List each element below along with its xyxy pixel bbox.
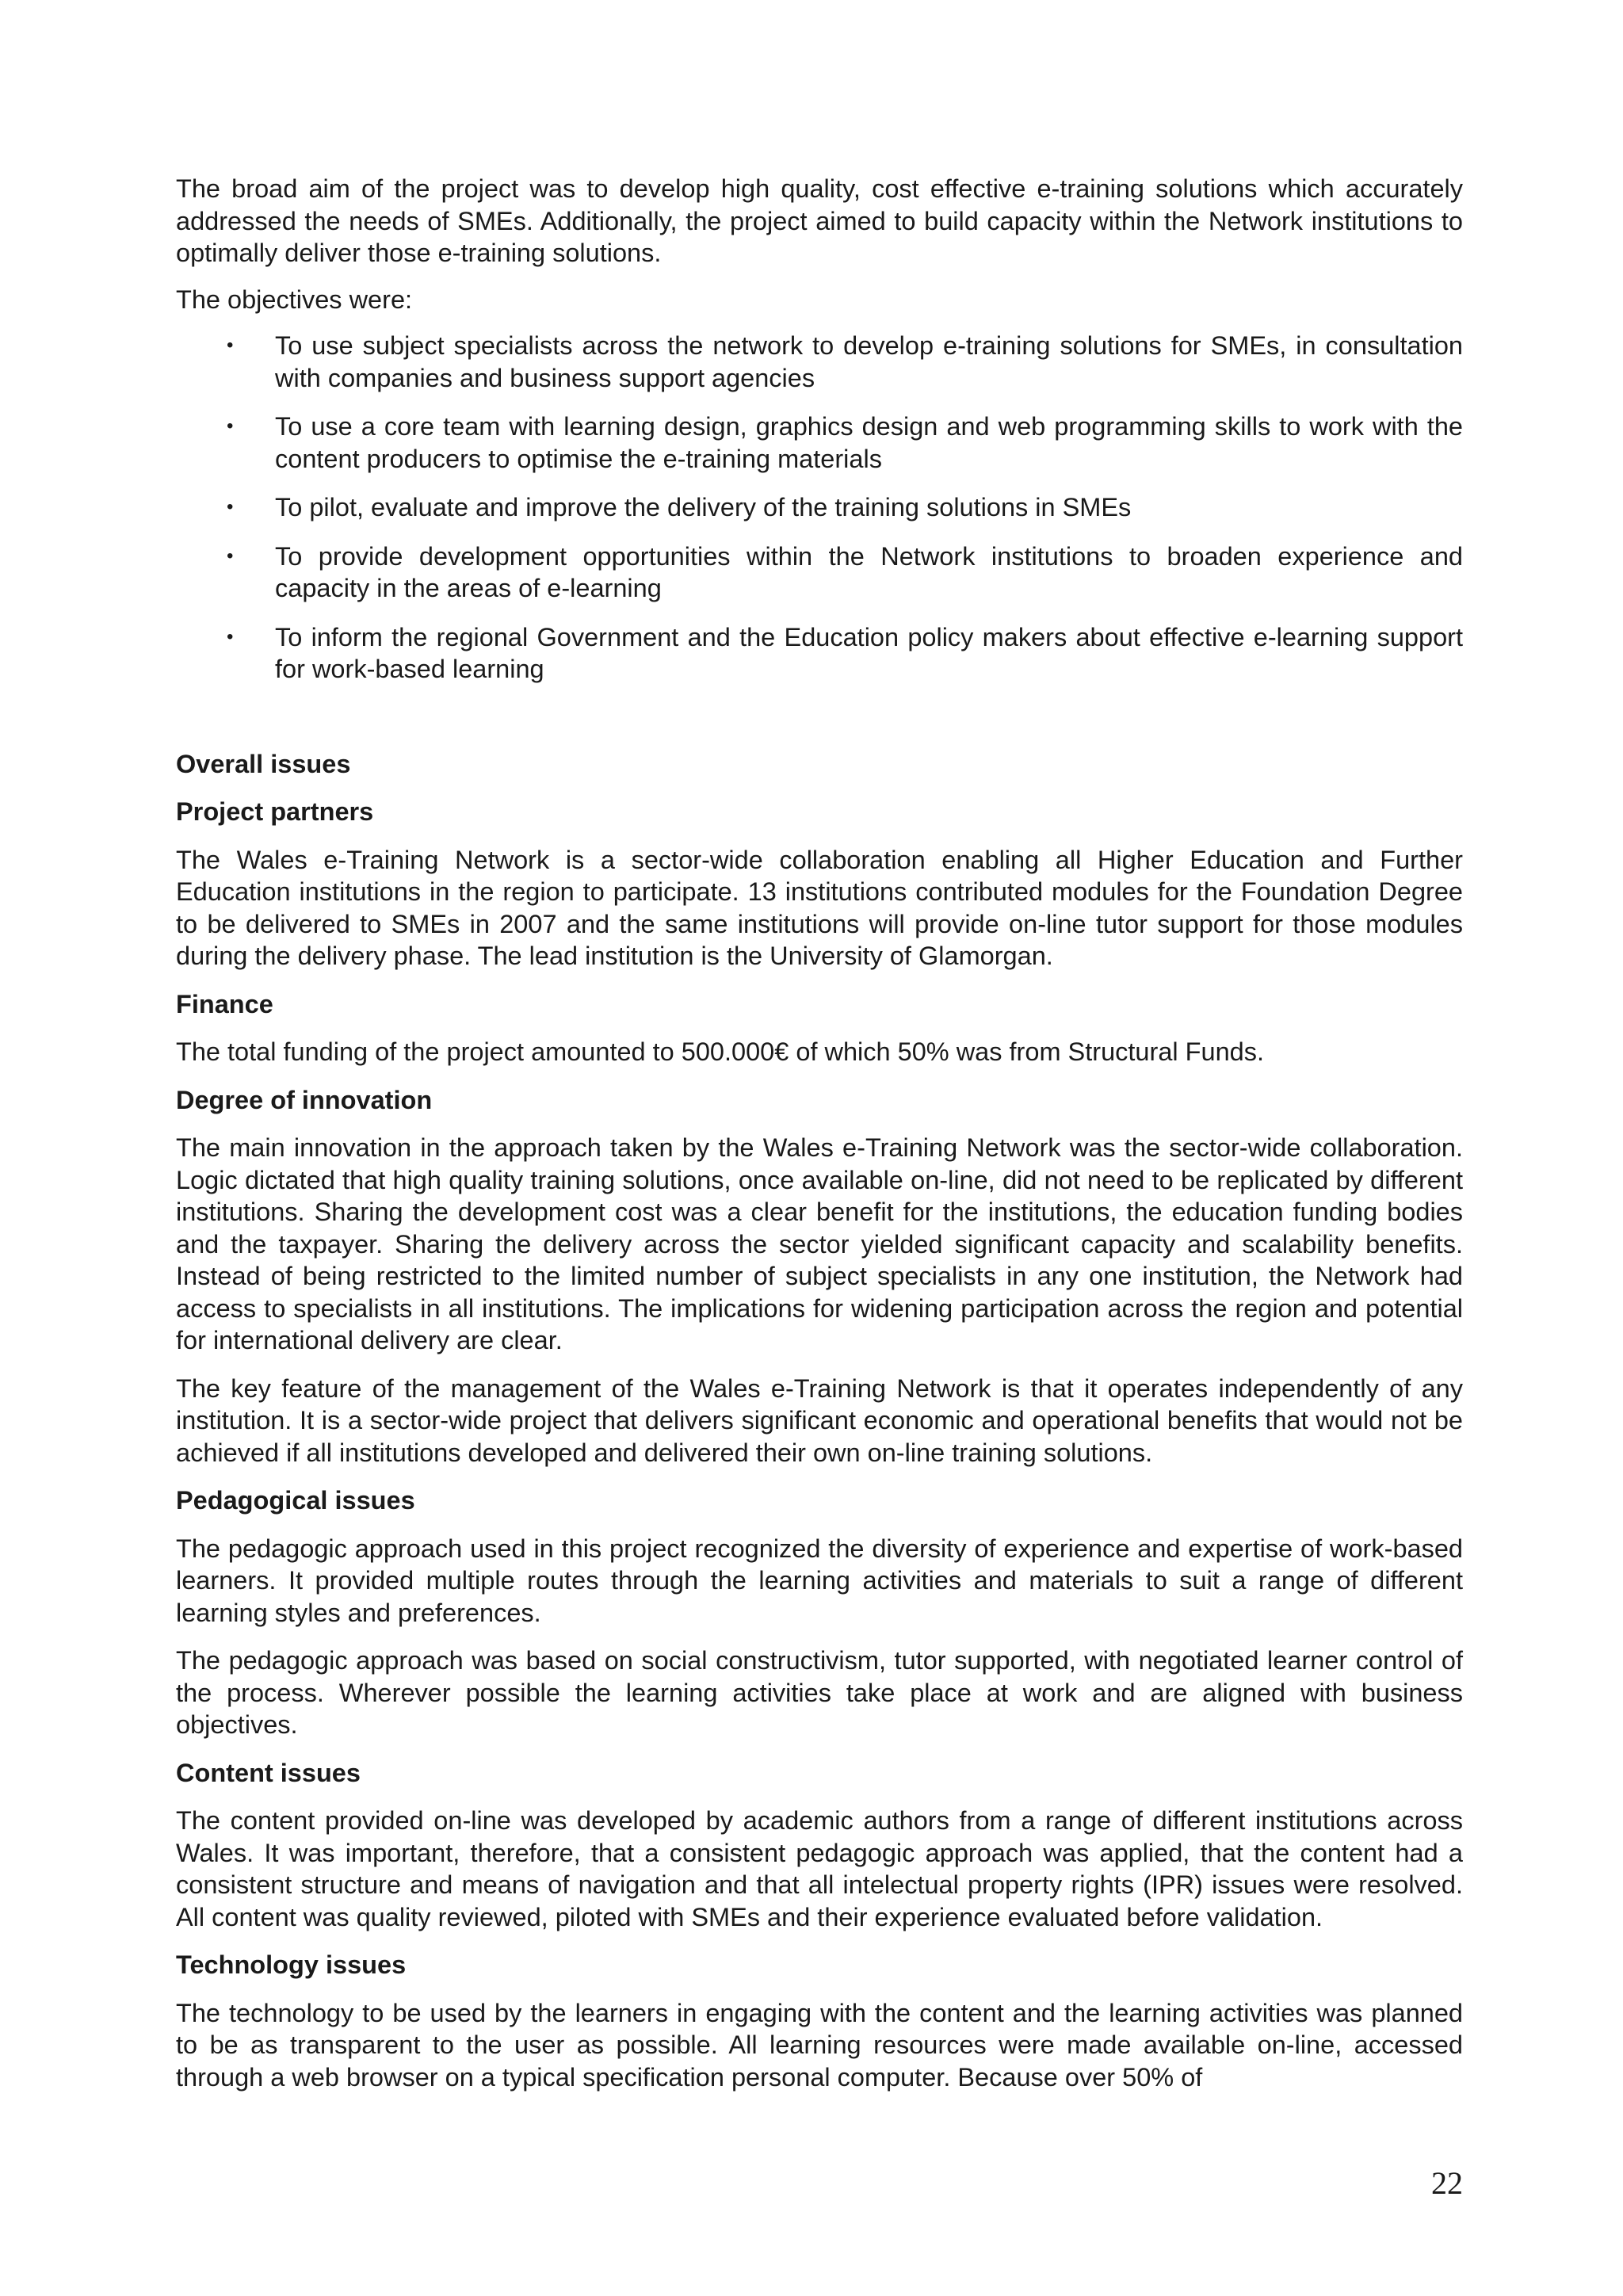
- bullet-icon: •: [227, 334, 234, 356]
- technology-paragraph: The technology to be used by the learners in engaging with the content and the learning activities was planned to be as transparent to the user as possible. All learning resources were made available on-line, accessed through a web browser on a typical specification personal computer. Because over 50% of: [176, 1998, 1463, 2092]
- heading-content-issues: Content issues: [176, 1758, 361, 1787]
- heading-technology-issues: Technology issues: [176, 1950, 407, 1979]
- list-item: [176, 411, 1463, 475]
- heading-degree-of-innovation: Degree of innovation: [176, 1085, 433, 1114]
- list-item: [176, 330, 1463, 394]
- list-item: [176, 491, 1463, 524]
- heading-finance: Finance: [176, 989, 273, 1018]
- page-number: 22: [1431, 2165, 1463, 2201]
- objective-text: To provide development opportunities within the Network institutions to broaden experience and capacity in the areas of e-learning: [275, 541, 1463, 602]
- objective-text: To use a core team with learning design, graphics design and web programming skills to work with the content producers to optimise the e-training materials: [275, 412, 1463, 473]
- objectives-list: [176, 330, 1463, 686]
- objective-text: To pilot, evaluate and improve the delivery of the training solutions in SMEs: [275, 493, 1132, 521]
- list-item: [176, 541, 1463, 605]
- bullet-icon: •: [227, 625, 234, 648]
- list-item: [176, 621, 1463, 686]
- bullet-icon: •: [227, 544, 234, 567]
- innovation-paragraph-1: The main innovation in the approach taken by the Wales e-Training Network was the sector-wide collaboration. Logic dictated that high quality training solutions, once available on-line, did not need to be replicated by different institutions. Sharing the development cost was a clear benefit for the institutions, the education funding bodies and the taxpayer. Sharing the delivery across the sector yielded significant capacity and scalability benefits. Instead of being restricted to the limited number of subject specialists in any one institution, the Network had access to specialists in all institutions. The implications for widening participation across the region and potential for international delivery are clear.: [176, 1133, 1463, 1354]
- objective-text: To inform the regional Government and the Education policy makers about effective e-learning support for work-based learning: [275, 622, 1463, 683]
- aim-paragraph: The broad aim of the project was to develop high quality, cost effective e-training solutions which accurately addressed the needs of SMEs. Additionally, the project aimed to build capacity within the Network institutions to optimally deliver those e-training solutions.: [176, 174, 1463, 267]
- heading-project-partners: Project partners: [176, 797, 374, 826]
- document-body: [176, 173, 1463, 2093]
- finance-paragraph: The total funding of the project amounted to 500.000€ of which 50% was from Structural Funds.: [176, 1037, 1265, 1066]
- innovation-paragraph-2: The key feature of the management of the Wales e-Training Network is that it operates independently of any institution. It is a sector-wide project that delivers significant economic and operational benefits that would not be achieved if all institutions developed and delivered their own on-line training solutions.: [176, 1373, 1463, 1467]
- objectives-lead: The objectives were:: [176, 285, 413, 314]
- objective-text: To use subject specialists across the network to develop e-training solutions for SMEs, in consultation with companies and business support agencies: [275, 331, 1463, 392]
- content-paragraph: The content provided on-line was developed by academic authors from a range of different institutions across Wales. It was important, therefore, that a consistent pedagogic approach was applied, that the content had a consistent structure and means of navigation and that all intelectual property rights (IPR) issues were resolved. All content was quality reviewed, piloted with SMEs and their experience evaluated before validation.: [176, 1806, 1463, 1931]
- bullet-icon: •: [227, 496, 234, 518]
- heading-overall-issues: Overall issues: [176, 749, 351, 778]
- project-partners-paragraph: The Wales e-Training Network is a sector-wide collaboration enabling all Higher Education and Further Education institutions in the region to participate. 13 institutions contributed modules for the Foundation Degree to be delivered to SMEs in 2007 and the same institutions will provide on-line tutor support for those modules during the delivery phase. The lead institution is the University of Glamorgan.: [176, 845, 1463, 970]
- pedagogical-paragraph-1: The pedagogic approach used in this project recognized the diversity of experience and expertise of work-based learners. It provided multiple routes through the learning activities and materials to suit a range of different learning styles and preferences.: [176, 1534, 1463, 1627]
- heading-pedagogical-issues: Pedagogical issues: [176, 1486, 415, 1515]
- bullet-icon: •: [227, 415, 234, 437]
- pedagogical-paragraph-2: The pedagogic approach was based on social constructivism, tutor supported, with negotiated learner control of the process. Wherever possible the learning activities take place at work and are aligned with business objectives.: [176, 1646, 1463, 1739]
